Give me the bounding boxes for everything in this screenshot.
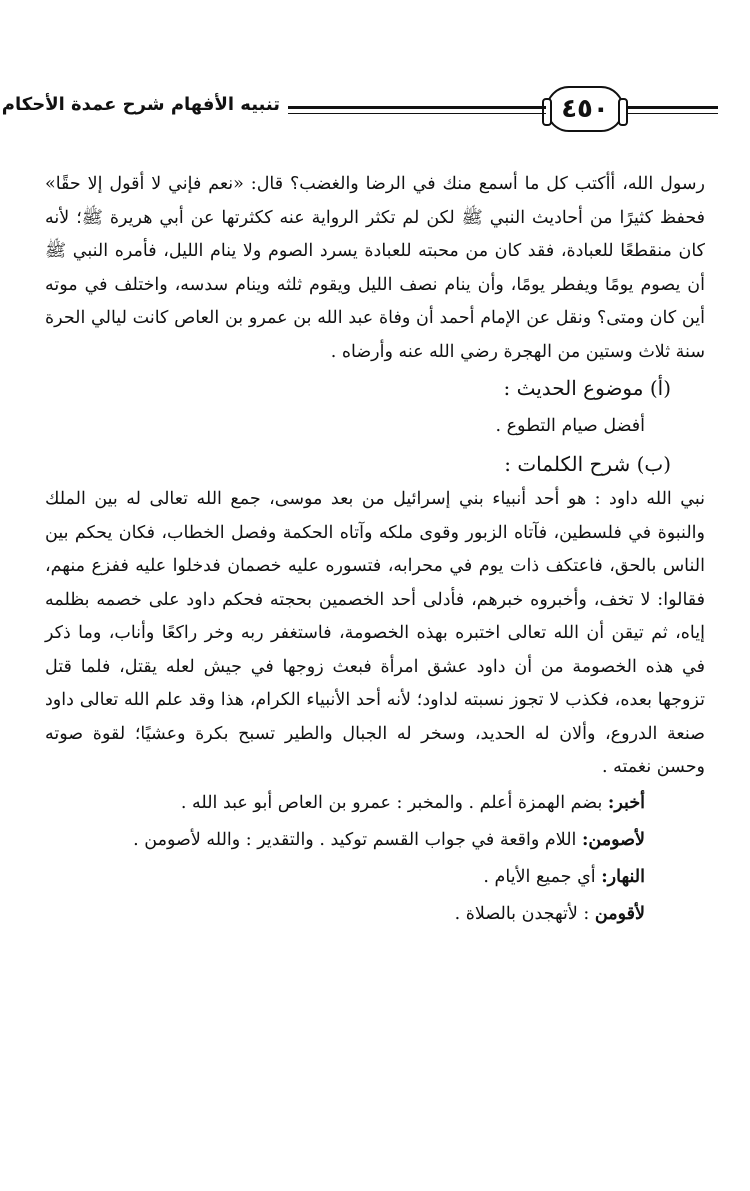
definition-term: النهار: [601, 866, 645, 887]
page-header [1, 82, 720, 138]
definition-text: أي جميع الأيام . [483, 866, 602, 887]
definition-term: أخبر: [607, 792, 645, 813]
header-rule-right [627, 106, 718, 109]
running-title: تنبيه الأفهام شرح عمدة الأحكام [1, 94, 280, 115]
page-body [45, 168, 705, 933]
page-number: ٤٥٠ [546, 86, 624, 132]
definition-term: لأقومن [594, 903, 645, 924]
section-b-heading: (ب) شرح الكلمات : [504, 452, 671, 476]
definition-item [45, 785, 705, 822]
header-rule-left [288, 106, 546, 109]
definition-text: اللام واقعة في جواب القسم توكيد . والتقدير : والله لأصومن . [133, 829, 582, 850]
definition-item [45, 822, 705, 859]
definition-term: لأصومن: [581, 829, 645, 850]
header-rule-right-thin [627, 113, 718, 114]
definition-item [45, 896, 705, 933]
section-b-paragraph: نبي الله داود : هو أحد أنبياء بني إسرائيل من بعد موسى، جمع الله تعالى له بين الملك والنبوة في فلسطين، فآتاه الزبور وقوى ملكه وآتاه الحكمة وفصل الخطاب، فكان يحكم بين الناس بالحق، فاعتكف ذات يوم في محرابه، فتسوره عليه خصمان فدخلوا عليه ففزع منهم، فقالوا: لا تخف، وأخبروه خبرهم، فأدلى أحد الخصمين بحجته فحكم داود على خصمه بظلمه إياه، ثم تيقن أن الله تعالى اختبره بهذه الخصومة، فاستغفر ربه وخر راكعًا وأناب، وما ذكر في هذه الخصومة من أن داود عشق امرأة فبعث زوجها في جيش لعله يقتل، فلما قتل تزوجها بعده، فكذب لا تجوز نسبته لداود؛ لأنه أحد الأنبياء الكرام، هذا وقد علم الله تعالى داود صنعة الدروع، وألان له الحديد، وسخر له الجبال والطير تسبح بكرة وعشيًا؛ لقوة صوته وحسن نغمته . [45, 489, 705, 777]
intro-paragraph: رسول الله، أأكتب كل ما أسمع منك في الرضا والغضب؟ قال: «نعم فإني لا أقول إلا حقًا» فحفظ كثيرًا من أحاديث النبي ﷺ لكن لم تكثر الرواية عنه ككثرتها عن أبي هريرة ﷺ؛ لأنه كان منقطعًا للعبادة، فقد كان من محبته للعبادة يسرد الصوم ولا ينام الليل، فأمره النبي ﷺ أن يصوم يومًا ويفطر يومًا، وأن ينام نصف الليل ويقوم ثلثه وينام سدسه، واختلف في موته أين كان ومتى؟ ونقل عن الإمام أحمد أن وفاة عبد الله بن عمرو بن العاص كانت ليالي الحرة سنة ثلاث وستين من الهجرة رضي الله عنه وأرضاه . [45, 174, 705, 362]
section-a-content: أفضل صيام التطوع . [495, 416, 645, 436]
definition-item [45, 859, 705, 896]
definition-text: : لأتهجدن بالصلاة . [454, 903, 595, 924]
definition-text: بضم الهمزة أعلم . والمخبر : عمرو بن العاص أبو عبد الله . [180, 792, 608, 813]
header-rule-left-thin [288, 113, 546, 114]
section-a-heading: (أ) موضوع الحديث : [503, 376, 671, 400]
